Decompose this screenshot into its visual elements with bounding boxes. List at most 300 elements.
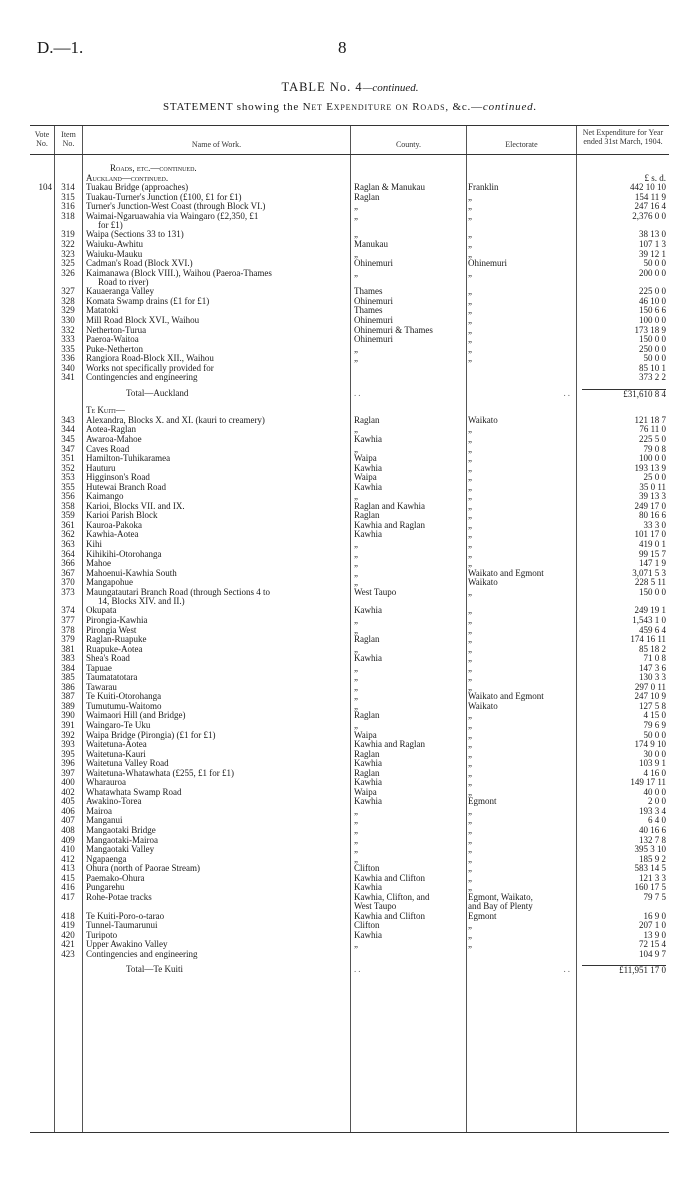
work-name: Hutewai Branch Road	[86, 482, 166, 492]
table-row	[30, 540, 669, 550]
item-number: 421	[61, 940, 75, 950]
electorate: Waikato	[468, 578, 498, 588]
section-heading-row	[30, 164, 669, 174]
currency-header: £ s. d.	[644, 173, 666, 183]
item-number: 386	[61, 682, 75, 692]
net-expenditure: 173 18 9	[634, 325, 666, 335]
county: Waipa	[354, 787, 377, 797]
net-expenditure: 6 4 0	[648, 816, 666, 826]
county: „	[354, 940, 358, 950]
county: Kawhia and Clifton	[354, 911, 425, 921]
total-row-te-kuiti	[30, 965, 669, 975]
item-number: 417	[61, 892, 75, 902]
work-name: Matatoki	[86, 306, 119, 316]
net-expenditure: 150 6 6	[639, 306, 666, 316]
item-number: 407	[61, 816, 75, 826]
net-expenditure: 79 7 5	[643, 892, 666, 902]
leader-dots: ..	[563, 965, 572, 975]
net-expenditure: 185 9 2	[639, 854, 666, 864]
electorate: „	[468, 749, 472, 759]
work-name: Waitetuna-Kauri	[86, 749, 146, 759]
item-number: 319	[61, 230, 75, 240]
item-number: 408	[61, 826, 75, 836]
electorate: „	[468, 492, 472, 502]
item-number: 412	[61, 854, 75, 864]
table-row	[30, 278, 669, 288]
work-name: Mairoa	[86, 806, 112, 816]
table-row	[30, 521, 669, 531]
net-expenditure: 419 0 1	[639, 540, 666, 549]
electorate: „	[468, 682, 472, 692]
work-name: Upper Awakino Valley	[86, 940, 168, 950]
electorate: „	[468, 239, 472, 249]
item-number: 400	[61, 778, 75, 788]
item-number: 333	[61, 335, 75, 345]
work-name: Hauturu	[86, 463, 116, 473]
table-row	[30, 769, 669, 779]
electorate: „	[468, 530, 472, 540]
work-name: Puke-Netherton	[86, 344, 143, 354]
leader-dots: ..	[354, 388, 363, 398]
county: „	[354, 492, 358, 502]
electorate: „	[468, 211, 472, 221]
net-expenditure: 147 3 6	[639, 663, 666, 673]
work-name: Waitetuna Valley Road	[86, 759, 169, 769]
work-name: Waitetuna-Whatawhata (£255, £1 for £1)	[86, 768, 234, 778]
electorate: „	[468, 268, 472, 278]
county: Thames	[354, 287, 383, 297]
work-name: Waiuku-Awhitu	[86, 239, 143, 249]
table-row	[30, 464, 669, 474]
net-expenditure: 247 16 4	[634, 202, 666, 212]
table-row	[30, 912, 669, 922]
county: Raglan	[354, 192, 380, 202]
net-expenditure: 76 11 0	[639, 425, 666, 435]
net-expenditure: 442 10 10	[630, 183, 666, 193]
net-expenditure: 207 1 0	[639, 921, 666, 931]
electorate: „	[468, 768, 472, 778]
net-expenditure: 160 17 5	[634, 883, 666, 893]
electorate: „	[468, 615, 472, 625]
work-name: Wharauroa	[86, 778, 126, 788]
table-row	[30, 855, 669, 865]
item-number: 391	[61, 721, 75, 730]
item-number: 406	[61, 806, 75, 816]
table-row	[30, 550, 669, 560]
item-number: 325	[61, 259, 75, 269]
work-name: Waingaro-Te Uku	[86, 721, 151, 730]
county: „	[354, 249, 358, 259]
county: „	[354, 444, 358, 454]
table-row	[30, 416, 669, 426]
county: „	[354, 268, 358, 278]
table-row	[30, 473, 669, 483]
item-number: 340	[61, 363, 75, 373]
net-expenditure: 150 0 0	[639, 335, 666, 345]
table-row	[30, 250, 669, 260]
electorate: „	[468, 344, 472, 354]
county: Kawhia	[354, 434, 382, 444]
col-header-vote: Vote No.	[34, 130, 50, 148]
table-row	[30, 778, 669, 788]
work-name: Ohura (north of Paorae Stream)	[86, 864, 200, 874]
electorate: Franklin	[468, 183, 499, 193]
table-title-main: TABLE No. 4	[281, 80, 363, 94]
item-number: 366	[61, 559, 75, 569]
net-expenditure: 79 6 9	[643, 721, 666, 730]
electorate: Egmont	[468, 911, 497, 921]
table-row	[30, 306, 669, 316]
county: West Taupo	[354, 902, 397, 911]
county: „	[354, 540, 358, 549]
table-row	[30, 588, 669, 598]
county: Raglan	[354, 749, 380, 759]
net-expenditure: 25 0 0	[643, 473, 666, 483]
item-number: 336	[61, 354, 75, 364]
table-row	[30, 502, 669, 512]
county: „	[354, 845, 358, 855]
item-number: 373	[61, 587, 75, 597]
county: „	[354, 615, 358, 625]
table-row	[30, 931, 669, 941]
table-row	[30, 654, 669, 664]
electorate: „	[468, 325, 472, 335]
table-row	[30, 373, 669, 383]
electorate: „	[468, 202, 472, 212]
county: Ohinemuri & Thames	[354, 325, 433, 335]
county: Raglan	[354, 768, 380, 778]
electorate: „	[468, 511, 472, 521]
net-expenditure: 459 6 4	[639, 625, 666, 635]
county: Kawhia	[354, 778, 382, 788]
county: „	[354, 211, 358, 221]
net-expenditure: 38 13 0	[639, 230, 666, 240]
item-number: 420	[61, 930, 75, 940]
electorate: „	[468, 354, 472, 364]
net-expenditure: 127 5 8	[639, 701, 666, 711]
work-name: Rangiora Road-Block XII., Waihou	[86, 354, 214, 364]
work-name: Paeroa-Waitoa	[86, 335, 139, 345]
electorate: „	[468, 192, 472, 202]
net-expenditure: 80 16 6	[639, 511, 666, 521]
item-number: 330	[61, 315, 75, 325]
work-name: Tuakau-Turner's Junction (£100, £1 for £1)	[86, 192, 242, 202]
electorate: „	[468, 249, 472, 259]
table-row	[30, 354, 669, 364]
col-header-name: Name of Work.	[191, 140, 242, 149]
total-label-te-kuiti: Total—Te Kuiti	[126, 965, 183, 975]
table-row	[30, 740, 669, 750]
vote-number: 104	[38, 183, 52, 193]
table-row	[30, 836, 669, 846]
work-name: Waimaori Hill (and Bridge)	[86, 711, 186, 721]
table-row	[30, 483, 669, 493]
region-heading-row	[30, 174, 669, 184]
county: „	[354, 682, 358, 692]
item-number: 353	[61, 473, 75, 483]
item-number: 410	[61, 845, 75, 855]
table-row	[30, 606, 669, 616]
county: Waipa	[354, 730, 377, 740]
table-row	[30, 559, 669, 569]
electorate: „	[468, 635, 472, 645]
work-name: Paemako-Ohura	[86, 873, 145, 883]
electorate: Egmont, Waikato,	[468, 892, 533, 902]
work-name: Works not specifically provided for	[86, 363, 214, 373]
electorate: „	[468, 854, 472, 864]
table-row	[30, 425, 669, 435]
county: Raglan	[354, 415, 380, 425]
table-row	[30, 230, 669, 240]
document-code: D.—1.	[37, 38, 84, 57]
region-heading-row	[30, 406, 669, 416]
table-row	[30, 845, 669, 855]
item-number: 343	[61, 415, 75, 425]
work-name: Mangaotaki-Mairoa	[86, 835, 158, 845]
net-expenditure: 150 0 0	[639, 587, 666, 597]
item-number: 377	[61, 615, 75, 625]
county: Kawhia	[354, 759, 382, 769]
county: Raglan	[354, 711, 380, 721]
table-row	[30, 826, 669, 836]
leader-dots: ..	[354, 965, 363, 975]
table-row	[30, 921, 669, 931]
table-row	[30, 316, 669, 326]
page-number: 8	[338, 38, 347, 57]
county: Raglan and Kawhia	[354, 501, 425, 511]
county: Ohinemuri	[354, 296, 393, 306]
county: „	[354, 559, 358, 569]
item-number: 361	[61, 520, 75, 530]
header-rule	[30, 154, 669, 155]
work-name: Netherton-Turua	[86, 325, 147, 335]
electorate: Waikato	[468, 415, 498, 425]
net-expenditure: 100 0 0	[639, 454, 666, 464]
county: Kawhia and Clifton	[354, 873, 425, 883]
table-title	[0, 80, 700, 95]
total-row-auckland	[30, 389, 669, 399]
work-name: Mahoenui-Kawhia South	[86, 568, 177, 578]
work-name: Pirongia West	[86, 625, 137, 635]
net-expenditure: 1,543 1 0	[632, 615, 666, 625]
work-name: Waiuku-Mauku	[86, 249, 143, 259]
net-expenditure: 247 10 9	[634, 692, 666, 702]
work-name: 14, Blocks XIV. and II.)	[98, 596, 185, 606]
net-expenditure: 297 0 11	[634, 682, 666, 692]
item-number: 363	[61, 540, 75, 549]
county: „	[354, 202, 358, 212]
table-row	[30, 492, 669, 502]
item-number: 355	[61, 482, 75, 492]
net-expenditure: 50 0 0	[643, 730, 666, 740]
county: „	[354, 644, 358, 654]
electorate: „	[468, 816, 472, 826]
electorate: „	[468, 940, 472, 950]
table-row	[30, 183, 669, 193]
net-expenditure: 3,071 5 3	[632, 568, 666, 578]
county: „	[354, 230, 358, 240]
county: Kawhia	[354, 606, 382, 616]
electorate: „	[468, 520, 472, 530]
table-subtitle	[0, 101, 700, 113]
item-number: 416	[61, 883, 75, 893]
work-name: Turner's Junction-West Coast (through Block VI.)	[86, 202, 266, 212]
electorate: „	[468, 644, 472, 654]
work-name: Tapuae	[86, 663, 112, 673]
item-number: 413	[61, 864, 75, 874]
electorate: Waikato and Egmont	[468, 568, 544, 578]
county: Ohinemuri	[354, 315, 393, 325]
table-row	[30, 940, 669, 950]
net-expenditure: 39 12 1	[639, 249, 666, 259]
work-name: Rohe-Potae tracks	[86, 892, 152, 902]
work-name: Waipa (Sections 33 to 131)	[86, 230, 184, 240]
item-number: 378	[61, 625, 75, 635]
electorate: Waikato and Egmont	[468, 692, 544, 702]
county: Kawhia	[354, 883, 382, 893]
item-number: 327	[61, 287, 75, 297]
net-expenditure: 107 1 3	[639, 239, 666, 249]
county: „	[354, 663, 358, 673]
county: „	[354, 354, 358, 364]
work-name: Kauroa-Pakoka	[86, 520, 142, 530]
item-number: 356	[61, 492, 75, 502]
net-expenditure: 228 5 11	[634, 578, 666, 588]
net-expenditure: 225 0 0	[639, 287, 666, 297]
col-header-county: County.	[395, 140, 422, 149]
work-name: Maungatautari Branch Road (through Sections 4 to	[86, 587, 270, 597]
work-name: Road to river)	[98, 277, 149, 287]
electorate: „	[468, 296, 472, 306]
net-expenditure: 99 15 7	[639, 549, 666, 559]
item-number: 402	[61, 787, 75, 797]
electorate: „	[468, 559, 472, 569]
net-expenditure: 50 0 0	[643, 354, 666, 364]
item-number: 315	[61, 192, 75, 202]
work-name: Awaroa-Mahoe	[86, 434, 142, 444]
work-name: Kihi	[86, 540, 103, 549]
table-row	[30, 616, 669, 626]
table-title-continued: —continued.	[362, 82, 419, 94]
item-number: 392	[61, 730, 75, 740]
table-row	[30, 902, 669, 912]
net-expenditure: 35 0 11	[639, 482, 666, 492]
work-name: Higginson's Road	[86, 473, 150, 483]
table-row	[30, 202, 669, 212]
work-name: Tumutumu-Waitomo	[86, 701, 162, 711]
table-row	[30, 193, 669, 203]
work-name: Ngapaenga	[86, 854, 127, 864]
electorate: „	[468, 425, 472, 435]
spacer	[30, 398, 669, 406]
item-number: 397	[61, 768, 75, 778]
item-number: 415	[61, 873, 75, 883]
item-number: 344	[61, 425, 75, 435]
electorate: „	[468, 587, 472, 597]
electorate: „	[468, 549, 472, 559]
county: Ohinemuri	[354, 335, 393, 345]
work-name: Mangapohue	[86, 578, 133, 588]
col-header-amount: Net Expenditure for Year ended 31st March, 1904.	[582, 128, 664, 146]
electorate: „	[468, 806, 472, 816]
work-name: Ruapuke-Aotea	[86, 644, 143, 654]
table-row	[30, 683, 669, 693]
work-name: Shea's Road	[86, 654, 130, 664]
electorate: „	[468, 663, 472, 673]
electorate: „	[468, 315, 472, 325]
electorate: „	[468, 826, 472, 836]
net-expenditure: 13 9 0	[643, 930, 666, 940]
table-row	[30, 864, 669, 874]
work-name: Cadman's Road (Block XVI.)	[86, 259, 193, 269]
net-expenditure: 583 14 5	[634, 864, 666, 874]
item-number: 379	[61, 635, 75, 645]
work-name: Turipoto	[86, 930, 118, 940]
item-number: 328	[61, 296, 75, 306]
county: Kawhia	[354, 482, 382, 492]
table-row	[30, 673, 669, 683]
county: „	[354, 549, 358, 559]
section-title: Roads, etc.—continued.	[110, 164, 197, 173]
item-number: 393	[61, 740, 75, 750]
net-expenditure: 85 10 1	[639, 363, 666, 373]
table-row	[30, 731, 669, 741]
net-expenditure: 4 15 0	[643, 711, 666, 721]
county: Raglan & Manukau	[354, 183, 425, 193]
work-name: for £1)	[98, 220, 123, 230]
work-name: Te Kuiti-Poro-o-tarao	[86, 911, 165, 921]
item-number: 329	[61, 306, 75, 316]
subtitle-continued: continued.	[482, 101, 538, 113]
work-name: Waimai-Ngaruawahia via Waingaro (£2,350, £1	[86, 211, 259, 221]
work-name: Whatawhata Swamp Road	[86, 787, 182, 797]
county: Kawhia and Raglan	[354, 520, 425, 530]
item-number: 389	[61, 701, 75, 711]
item-number: 396	[61, 759, 75, 769]
item-number: 358	[61, 501, 75, 511]
work-name: Raglan-Ruapuke	[86, 635, 147, 645]
region-heading-te-kuiti: Te Kuiti—	[86, 406, 125, 416]
net-expenditure: 16 9 0	[643, 911, 666, 921]
electorate: „	[468, 673, 472, 683]
item-number: 323	[61, 249, 75, 259]
work-name: Pirongia-Kawhia	[86, 615, 148, 625]
table-row	[30, 569, 669, 579]
table-row	[30, 702, 669, 712]
table-row	[30, 259, 669, 269]
region-heading-auckland: Auckland—continued.	[86, 173, 169, 183]
net-expenditure: 79 0 8	[643, 444, 666, 454]
table-row	[30, 692, 669, 702]
work-name: Tawarau	[86, 682, 117, 692]
net-expenditure: 30 0 0	[643, 749, 666, 759]
county: Kawhia and Raglan	[354, 740, 425, 750]
net-expenditure: 40 16 6	[639, 826, 666, 836]
work-name: Alexandra, Blocks X. and XI. (kauri to creamery)	[86, 415, 265, 425]
item-number: 423	[61, 949, 75, 959]
electorate: „	[468, 540, 472, 549]
electorate: „	[468, 230, 472, 240]
work-name: Awakino-Torea	[86, 797, 142, 807]
col-header-electorate: Electorate	[505, 140, 538, 149]
table-row	[30, 345, 669, 355]
county: Kawhia	[354, 654, 382, 664]
net-expenditure: 121 3 3	[639, 873, 666, 883]
work-name: Contingencies and engineering	[86, 949, 198, 959]
electorate: „	[468, 778, 472, 788]
electorate: „	[468, 787, 472, 797]
table-row	[30, 597, 669, 607]
